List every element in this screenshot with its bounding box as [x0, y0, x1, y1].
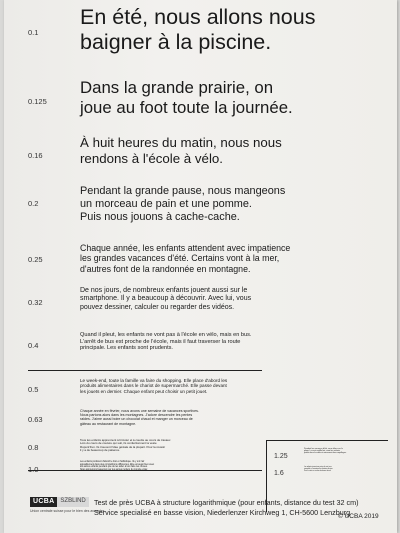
test-paragraph-0.125: Dans la grande prairie, on joue au foot toute la journée. [80, 78, 293, 117]
test-paragraph-0.25: Chaque année, les enfants attendent avec impatience les grandes vacances d'été. Certains vont à la mer, d'autres font de la randonnée en montagne. [80, 243, 291, 274]
acuity-label: 0.8 [28, 443, 39, 452]
divider-line [266, 440, 388, 441]
test-paragraph-0.8: Tous les enfants apprennent à bricoler et à coudre au cours de travaux Lors du cours de couture qui suit, ils confectionnent la veste Rupunt'Fun. Ils trouvent l'idée géniale de la plupart. Pour la réussir il y a de beaucoup de patience. [80, 438, 171, 453]
acuity-label: 0.5 [28, 385, 39, 394]
acuity-label: 0.4 [28, 341, 39, 350]
acuity-label: 0.25 [28, 255, 43, 264]
acuity-label: 0.125 [28, 97, 47, 106]
divider-line [28, 370, 262, 371]
test-paragraph-0.63: Chaque année en février, nous avons une semaine de vacances sportives. Nous partons alors dans les montagnes. J'adore descendre les pentes raides. J'aime aussi boire un chocolat chaud et manger un morceau de gâteau au restaurant de montagne. [80, 409, 199, 426]
acuity-label: 0.32 [28, 298, 43, 307]
acuity-label: 0.63 [28, 415, 43, 424]
test-paragraph-0.4: Quand il pleut, les enfants ne vont pas à l'école en vélo, mais en bus. L'arrêt de bus est proche de l'école, mais il faut traverser la route principale. Les enfants sont prudents. [80, 332, 252, 352]
logo-secondary: SZBLIND [57, 497, 88, 507]
footer-address: Service specialisé en basse vision, Niederlenzer Kirchweg 1, CH-5600 Lenzburg [94, 508, 351, 517]
test-paragraph-0.16: À huit heures du matin, nous nous rendons à l'école à vélo. [80, 135, 282, 166]
copyright-notice: © UCBA 2019 [338, 513, 379, 520]
divider-line [28, 470, 262, 471]
acuity-label: 1.0 [28, 465, 39, 474]
footer-test-description: Test de près UCBA à structure logarithmique (pour enfants, distance du test 32 cm) [94, 498, 359, 507]
logo-main: UCBA [30, 497, 57, 507]
test-paragraph-1.0: Les enfants préfèrent d'abord le foot et l'athlétique. Ils y ont l'air agréablement dans des compétitions différentes. Elle est aussi bien avec les autres enfants pendant que de les aider à tout faire les choses. Nous apprenons beaucoup sur les autres métiers du monde entier. [80, 461, 155, 472]
acuity-label: 1.25 [274, 453, 288, 460]
test-paragraph-0.2: Pendant la grande pause, nous mangeons un morceau de pain et une pomme. Puis nous jouons à cache-cache. [80, 185, 286, 223]
acuity-label: 1.6 [274, 470, 284, 477]
logo-subtitle: Union centrale suisse pour le bien des aveugles [30, 509, 105, 513]
acuity-label: 0.1 [28, 28, 39, 37]
test-paragraph-0.5: Le week-end, toute la famille va faire du shopping. Elle place d'abord les produits alimentaires dans le chariot de supermarché. Elle passe devant les jouets en dernier. Chaque enfant peut choisir un petit jouet. [80, 378, 228, 394]
test-paragraph-1.6: Les enfants jouent aux cartes le soir, tous ensemble, et racontent les histoires du jour. Puis ils vont se coucher de bonne heure. [304, 467, 333, 472]
test-paragraph-1.25: Pendant les vacances d'été, nous allons sur la plage. Le vent souffle fort, mais les enfants jouent dans le sable et ramassent des coquillages. [304, 448, 347, 455]
acuity-label: 0.16 [28, 151, 43, 160]
ucba-logo [30, 497, 92, 507]
reading-test-chart [4, 0, 397, 533]
test-paragraph-0.1: En été, nous allons nous baigner à la piscine. [80, 5, 316, 55]
test-paragraph-0.32: De nos jours, de nombreux enfants jouent aussi sur le smartphone. Il y a beaucoup à découvrir. Avec lui, vous pouvez dessiner, calculer ou regarder des vidéos. [80, 287, 252, 311]
acuity-label: 0.2 [28, 199, 39, 208]
